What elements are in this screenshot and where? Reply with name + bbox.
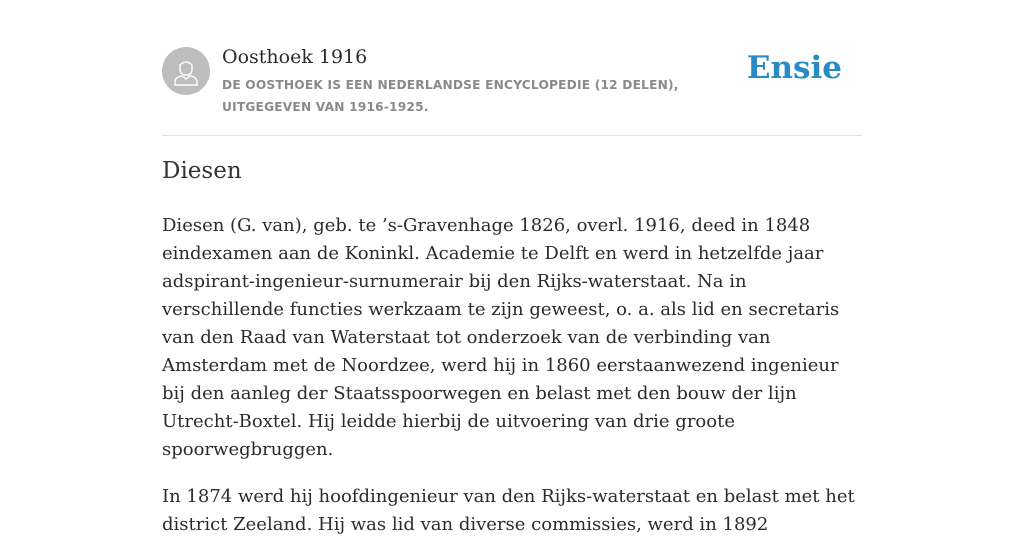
header-divider — [162, 135, 862, 136]
entry-paragraph: Diesen (G. van), geb. te ’s-Gravenhage 1826, overl. 1916, deed in 1848 eindexamen aan de Koninkl. Academie te Delft en werd in hetzelfde jaar adspirant-ingenieur-surnumerair bij den Rijks-waterstaat. Na in verschillende functies werkzaam te zijn geweest, o. a. als lid en secretaris van den Raad van Waterstaat tot onderzoek van de verbinding van Amsterdam met de Noordzee, werd hij in 1860 eerstaanwezend ingenieur bij den aanleg der Staatsspoorwegen en belast met den bouw der lijn Utrecht-Boxtel. Hij leidde hierbij de uitvoering van drie groote spoorwegbruggen. — [162, 215, 840, 460]
user-icon[interactable] — [162, 47, 210, 95]
source-header — [162, 44, 862, 134]
entry-title: Diesen — [162, 158, 242, 184]
user-silhouette — [172, 56, 200, 86]
entry-paragraph: In 1874 werd hij hoofdingenieur van den Rijks-waterstaat en belast met het district Zeeland. Hij was lid van diverse commissies, werd in 1892 — [162, 486, 855, 535]
entry-body — [162, 212, 862, 558]
source-title[interactable]: Oosthoek 1916 — [222, 46, 368, 68]
source-description: DE OOSTHOEK IS EEN NEDERLANDSE ENCYCLOPEDIE (12 DELEN), UITGEGEVEN VAN 1916-1925. — [222, 78, 679, 114]
ensie-logo-link[interactable]: Ensie — [746, 50, 842, 86]
